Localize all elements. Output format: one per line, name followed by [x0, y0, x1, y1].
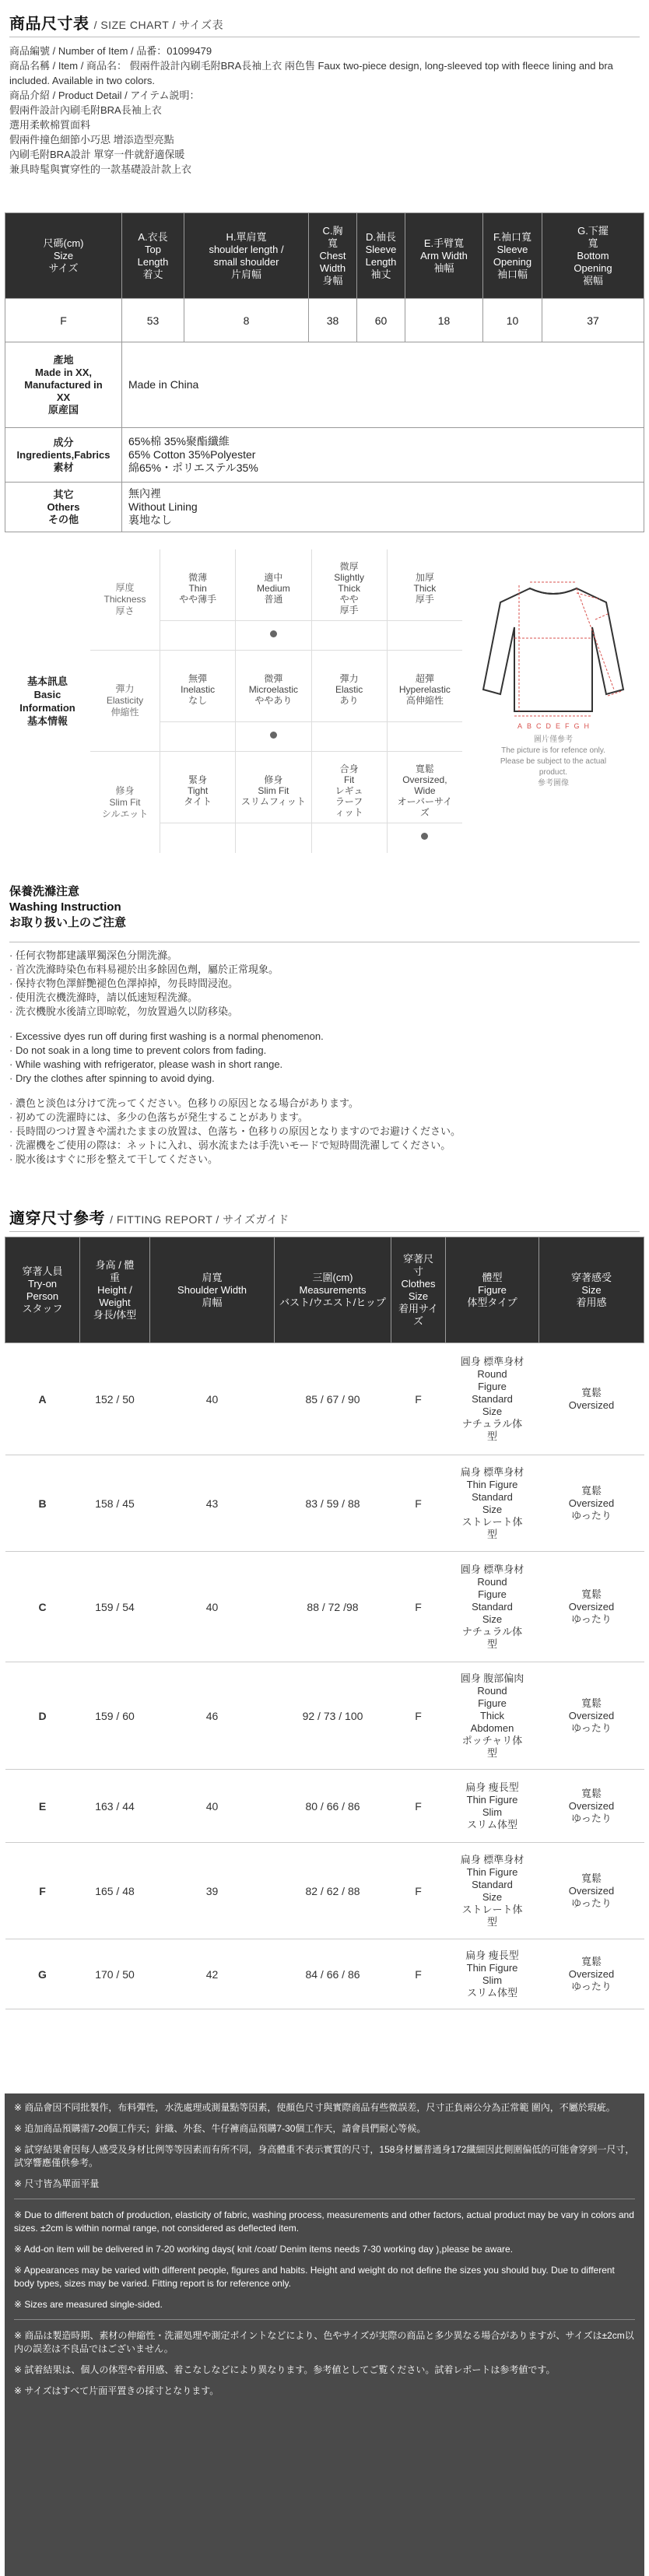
wash-line: · 保持衣物色澤鮮艷褪色色澤掉掉，勿長時間浸泡。 — [9, 977, 238, 989]
fitting-cell: 165 / 48 — [80, 1843, 150, 1939]
fitting-row — [5, 1939, 644, 2009]
fitting-header-cell: 穿著人員 Try-on Person スタッフ — [5, 1237, 80, 1343]
size-chart-header-cell: A.衣長 Top Length 着丈 — [122, 213, 184, 299]
selected-dot-icon — [270, 732, 277, 739]
size-chart-header-row — [5, 213, 644, 299]
fitting-cell: F — [391, 1939, 446, 2009]
diagram-letter: C — [536, 722, 542, 730]
attribute-option-label: 微厚 Slightly Thick やや 厚手 — [312, 556, 387, 621]
fitting-row — [5, 1770, 644, 1843]
wash-line: · Do not soak in a long time to prevent colors from fading. — [9, 1044, 267, 1056]
notice-divider — [14, 2319, 635, 2320]
size-chart-header-cell: E.手臂寬 Arm Width 袖幅 — [405, 213, 483, 299]
notice-line: ※ 尺寸皆為單面平量 — [14, 2178, 100, 2189]
washing-title-cn: 保養洗滌注意 — [9, 885, 80, 898]
washing-title-en: Washing Instruction — [9, 900, 121, 914]
fitting-cell: 圓身 標準身材 Round Figure Standard Size ナチュラル体 型 — [446, 1552, 539, 1662]
fitting-cell: 46 — [150, 1662, 275, 1770]
washing-title-jp: お取り扱い上のご注意 — [9, 916, 127, 929]
origin-value: Made in China — [122, 342, 644, 428]
attribute-option-label: 適中 Medium 普通 — [236, 556, 310, 621]
fitting-person: C — [5, 1552, 80, 1662]
attribute-option-label: 無彈 Inelastic なし — [160, 657, 235, 722]
size-chart-title-main: 商品尺寸表 — [9, 16, 89, 33]
size-cell: 60 — [357, 299, 405, 342]
attribute-option-label: 微彈 Microelastic ややあり — [236, 657, 310, 722]
fitting-row — [5, 1662, 644, 1770]
fitting-cell: 寬鬆 Oversized ゆったり — [539, 1552, 644, 1662]
fitting-cell: 43 — [150, 1455, 275, 1552]
product-info — [0, 42, 649, 177]
attribute-grid — [90, 549, 462, 853]
attribute-option — [160, 752, 236, 853]
wash-line: · 任何衣物都建議單獨深色分開洗滌。 — [9, 949, 177, 961]
fitting-cell: F — [391, 1552, 446, 1662]
fitting-cell: 92 / 73 / 100 — [275, 1662, 391, 1770]
wash-line: · 洗濯機をご使用の際は：ネットに入れ、弱水流または手洗いモードで短時間洗濯してください。 — [9, 1139, 451, 1151]
diagram-letter: A — [517, 722, 522, 730]
wash-line: · 首次洗滌時染色布料易褪於出多餘固色劑，屬於正常現象。 — [9, 963, 279, 975]
info-line: 商品介紹 / Product Detail / アイテム説明： — [9, 89, 200, 101]
attribute-option — [388, 549, 462, 650]
fitting-cell: 扁身 標準身材 Thin Figure Standard Size ストレート体 型 — [446, 1455, 539, 1552]
attribute-name: 厚度 Thickness 厚さ — [90, 549, 160, 650]
notice-line: ※ 試穿結果會因每人感受及身材比例等等因素而有所不同，身高體重不表示實質的尺寸，158身材屬普通身172纖細因此側圍偏低的可能會穿到一尺寸，試穿響應僅供參考。 — [14, 2144, 635, 2168]
fitting-cell: 158 / 45 — [80, 1455, 150, 1552]
notice-line: ※ サイズはすべて片面平置きの採寸となります。 — [14, 2385, 219, 2396]
attribute-row — [90, 549, 462, 651]
info-line: 兼具時髦與實穿性的一款基礎設計款上衣 — [9, 163, 192, 175]
fitting-rows — [5, 1343, 644, 2009]
attribute-row — [90, 752, 462, 853]
wash-line: · Excessive dyes run off during first washing is a normal phenomenon. — [9, 1030, 324, 1042]
fitting-cell: F — [391, 1770, 446, 1843]
fitting-cell: 扁身 標準身材 Thin Figure Standard Size ストレート体 型 — [446, 1843, 539, 1939]
notice-line: ※ 試着結果は、個人の体型や着用感、着こなしなどにより異なります。参考値としてご覧ください。試着レポートは参考値です。 — [14, 2364, 556, 2375]
attribute-option — [160, 549, 236, 650]
notice-line: ※ 商品會因不同批製作，布料彈性，水洗處理或測量點等因素，使顏色尺寸與實際商品有些微誤差，尺寸正負兩公分為正常範 圍內，不屬於瑕疵。 — [14, 2102, 616, 2113]
fitting-cell: 42 — [150, 1939, 275, 2009]
attribute-option — [312, 651, 388, 751]
fitting-cell: 82 / 62 / 88 — [275, 1843, 391, 1939]
fitting-cell: 扁身 瘦長型 Thin Figure Slim スリム体型 — [446, 1770, 539, 1843]
fitting-header-cell: 體型 Figure 体型タイプ — [446, 1237, 539, 1343]
size-chart-table — [5, 212, 644, 532]
fitting-cell: F — [391, 1843, 446, 1939]
fitting-cell: 寬鬆 Oversized ゆったり — [539, 1939, 644, 2009]
attribute-row — [90, 651, 462, 752]
size-cell: 8 — [184, 299, 309, 342]
size-chart-header-cell: H.單肩寬 shoulder length / small shoulder 片肩幅 — [184, 213, 309, 299]
wash-line: · 洗衣機脫水後請立即晾乾，勿放置過久以防移染。 — [9, 1005, 238, 1017]
size-chart-header-cell: C.胸 寬 Chest Width 身幅 — [309, 213, 357, 299]
fitting-person: A — [5, 1343, 80, 1455]
info-line: 假兩件設計內刷毛附BRA長袖上衣 — [9, 104, 162, 116]
fitting-cell: 88 / 72 /98 — [275, 1552, 391, 1662]
notice-line: ※ Appearances may be varied with different people, figures and habits. Height and weight do not define the sizes you should buy. Due to different body types, sizes may be varied. Fitting report is for reference only. — [14, 2265, 615, 2289]
attribute-option-label: 修身 Slim Fit スリムフィット — [236, 758, 310, 823]
notice-line: ※ Add-on item will be delivered in 7-20 working days( knit /coat/ Denim items needs 7-30 working day ),please be aware. — [14, 2244, 514, 2255]
garment-diagram — [462, 549, 644, 853]
attribute-option — [312, 752, 388, 853]
fitting-cell: F — [391, 1455, 446, 1552]
size-chart-header-cell: G.下擺 寬 Bottom Opening 裾幅 — [542, 213, 644, 299]
fitting-cell: F — [391, 1343, 446, 1455]
attribute-option-label: 寬鬆 Oversized, Wide オーバーサイ ズ — [388, 758, 462, 823]
fitting-cell: 163 / 44 — [80, 1770, 150, 1843]
size-chart-row — [5, 299, 644, 342]
size-cell: 38 — [309, 299, 357, 342]
fitting-cell: 170 / 50 — [80, 1939, 150, 2009]
fitting-row — [5, 1843, 644, 1939]
diagram-note: 圖片僅參考 The picture is for refence only. Please be subject to the actual product. 參考圖像 — [500, 735, 607, 788]
fitting-header-cell: 穿著尺 寸 Clothes Size 着用サイ ズ — [391, 1237, 446, 1343]
size-cell: F — [5, 299, 122, 342]
fitting-cell: 扁身 瘦長型 Thin Figure Slim スリム体型 — [446, 1939, 539, 2009]
fitting-header-cell: 三圍(cm) Measurements バスト/ウエスト/ヒップ — [275, 1237, 391, 1343]
info-line: 商品編號 / Number of Item / 品番：01099479 — [9, 45, 212, 57]
attribute-name: 修身 Slim Fit シルエット — [90, 752, 160, 853]
attribute-option-label: 彈力 Elastic あり — [312, 657, 387, 722]
notice-line: ※ Sizes are measured single-sided. — [14, 2299, 163, 2310]
attribute-option — [236, 651, 311, 751]
notice-line: ※ 商品は製造時期、素材の伸縮性・洗濯処理や測定ポイントなどにより、色やサイズが実際の商品と多少異なる場合がありますが、サイズは±2cm以内の誤差は不良品ではございません。 — [14, 2330, 634, 2354]
attribute-option-label: 加厚 Thick 厚手 — [388, 556, 462, 621]
fitting-title-sub: / FITTING REPORT / サイズガイド — [110, 1213, 289, 1226]
fitting-cell: F — [391, 1662, 446, 1770]
size-chart-header-cell: 尺碼(cm) Size サイズ — [5, 213, 122, 299]
attribute-option-label: 合身 Fit レギュ ラーフ ィット — [312, 758, 387, 823]
material-row — [5, 428, 644, 483]
info-line: 選用柔軟棉質面料 — [9, 119, 91, 131]
others-value: 無內裡 Without Lining 裏地なし — [122, 483, 644, 532]
fitting-person: D — [5, 1662, 80, 1770]
basic-info — [5, 549, 644, 853]
diagram-letter: H — [584, 722, 590, 730]
fitting-cell: 圓身 標準身材 Round Figure Standard Size ナチュラル体 型 — [446, 1343, 539, 1455]
attribute-option-label: 微薄 Thin やや薄手 — [160, 556, 235, 621]
material-value: 65%棉 35%聚酯纖維 65% Cotton 35%Polyester 綿65%・ポリエステル35% — [122, 428, 644, 483]
attribute-name: 彈力 Elasticity 伸縮性 — [90, 651, 160, 751]
fitting-cell: 40 — [150, 1552, 275, 1662]
size-chart-header-cell: F.袖口寬 Sleeve Opening 袖口幅 — [483, 213, 542, 299]
washing-instructions — [0, 949, 649, 1167]
info-line: 內刷毛附BRA設計 單穿一件就舒適保暖 — [9, 149, 185, 160]
fitting-person: E — [5, 1770, 80, 1843]
size-cell: 53 — [122, 299, 184, 342]
washing-title — [9, 884, 640, 931]
fitting-cell: 寬鬆 Oversized ゆったり — [539, 1455, 644, 1552]
wash-line: · While washing with refrigerator, please wash in short range. — [9, 1058, 283, 1070]
diagram-letter: F — [565, 722, 570, 730]
fitting-header-cell: 身高 / 體 重 Height / Weight 身長/体型 — [80, 1237, 150, 1343]
fitting-person: G — [5, 1939, 80, 2009]
attribute-option-label: 緊身 Tight タイト — [160, 758, 235, 823]
fitting-header-cell: 穿著感受 Size 着用感 — [539, 1237, 644, 1343]
fitting-header-cell: 肩寬 Shoulder Width 肩幅 — [150, 1237, 275, 1343]
basic-info-label: 基本訊息 Basic Information 基本情報 — [19, 676, 75, 727]
size-cell: 18 — [405, 299, 483, 342]
notice-line: ※ Due to different batch of production, elasticity of fabric, washing process, measurements and other factors, actual product may be vary in colors and sizes. ±2cm is within normal range, not considered as deflected item. — [14, 2209, 634, 2234]
fitting-cell: 40 — [150, 1343, 275, 1455]
attribute-option-label: 超彈 Hyperelastic 高伸縮性 — [388, 657, 462, 722]
sweater-outline-icon — [475, 573, 631, 721]
others-row — [5, 483, 644, 532]
fitting-cell: 80 / 66 / 86 — [275, 1770, 391, 1843]
fitting-cell: 85 / 67 / 90 — [275, 1343, 391, 1455]
fitting-cell: 152 / 50 — [80, 1343, 150, 1455]
fitting-cell: 159 / 54 — [80, 1552, 150, 1662]
fitting-title-main: 適穿尺寸參考 — [9, 1210, 105, 1227]
size-chart-title — [0, 0, 649, 37]
fitting-cell: 寬鬆 Oversized ゆったり — [539, 1843, 644, 1939]
notice-box — [5, 2093, 644, 2576]
fitting-person: B — [5, 1455, 80, 1552]
fitting-row — [5, 1343, 644, 1455]
attribute-option — [388, 752, 462, 853]
info-line: 商品名稱 / Item / 商品名： 假兩件設計內刷毛附BRA長袖上衣 兩色售 Faux two-piece design, long-sleeved top with fleece lining and bra included. Available in two colors. — [9, 60, 613, 86]
diagram-letter: G — [574, 722, 580, 730]
wash-line: · Dry the clothes after spinning to avoid dying. — [9, 1072, 215, 1084]
fitting-cell: 39 — [150, 1843, 275, 1939]
fitting-cell: 圓身 腹部偏肉 Round Figure Thick Abdomen ポッチャリ体 型 — [446, 1662, 539, 1770]
fitting-cell: 40 — [150, 1770, 275, 1843]
fitting-row — [5, 1455, 644, 1552]
wash-line: · 長時間のつけ置きや濡れたままの放置は、色落ち・色移りの原因となりますのでお避けください。 — [9, 1125, 461, 1137]
info-line: 假兩件撞色細節小巧思 增添造型亮點 — [9, 134, 174, 146]
fitting-cell: 159 / 60 — [80, 1662, 150, 1770]
size-chart-title-sub: / SIZE CHART / サイズ表 — [93, 19, 224, 31]
origin-label: 產地 Made in XX, Manufactured in XX 原産国 — [5, 342, 122, 428]
fitting-cell: 寬鬆 Oversized — [539, 1343, 644, 1455]
size-chart-header-cell: D.袖長 Sleeve Length 袖丈 — [357, 213, 405, 299]
diagram-letter: D — [546, 722, 551, 730]
fitting-table — [5, 1237, 644, 2009]
material-label: 成分 Ingredients,Fabrics 素材 — [5, 428, 122, 483]
attribute-option — [236, 549, 311, 650]
size-cell: 37 — [542, 299, 644, 342]
fitting-divider — [9, 1231, 640, 1232]
wash-line: · 濃色と淡色は分けて洗ってください。色移りの原因となる場合があります。 — [9, 1097, 359, 1109]
fitting-cell: 84 / 66 / 86 — [275, 1939, 391, 2009]
attribute-option — [312, 549, 388, 650]
fitting-cell: 83 / 59 / 88 — [275, 1455, 391, 1552]
attribute-option — [236, 752, 311, 853]
diagram-letter: B — [526, 722, 531, 730]
selected-dot-icon — [421, 833, 428, 840]
selected-dot-icon — [270, 630, 277, 637]
fitting-person: F — [5, 1843, 80, 1939]
fitting-title — [0, 1195, 649, 1231]
diagram-letters — [517, 722, 589, 730]
attribute-option — [388, 651, 462, 751]
fitting-cell: 寬鬆 Oversized ゆったり — [539, 1662, 644, 1770]
size-cell: 10 — [483, 299, 542, 342]
notice-line: ※ 追加商品預購需7-20個工作天；針織、外套、牛仔褲商品預購7-30個工作天，請會員們耐心等候。 — [14, 2123, 426, 2134]
fitting-row — [5, 1552, 644, 1662]
wash-line: · 脱水後はすぐに形を整えて干してください。 — [9, 1153, 218, 1165]
diagram-letter: E — [556, 722, 561, 730]
wash-line: · 使用洗衣機洗滌時，請以低速短程洗滌。 — [9, 991, 198, 1003]
others-label: 其它 Others その他 — [5, 483, 122, 532]
attribute-option — [160, 651, 236, 751]
wash-line: · 初めての洗濯時には、多少の色落ちが発生することがあります。 — [9, 1111, 308, 1123]
fitting-cell: 寬鬆 Oversized ゆったり — [539, 1770, 644, 1843]
fitting-header-row — [5, 1237, 644, 1343]
origin-row — [5, 342, 644, 428]
